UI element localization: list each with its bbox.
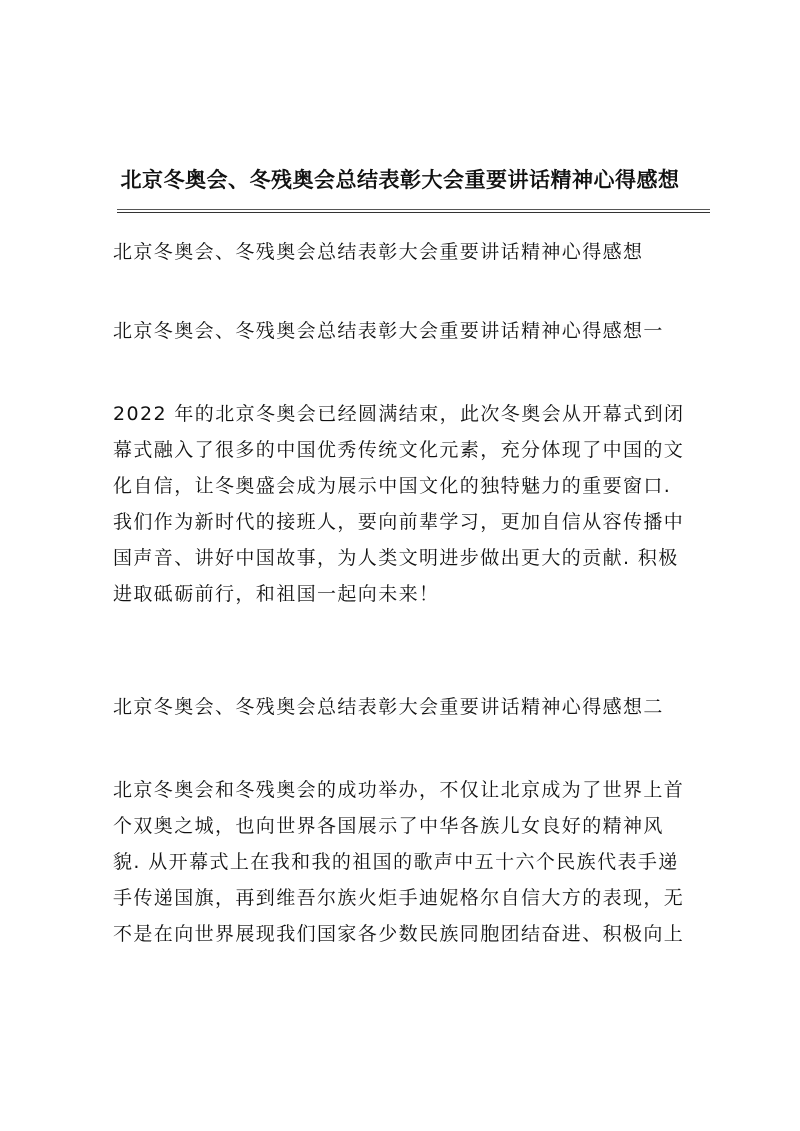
- section-1-heading: 北京冬奥会、冬残奥会总结表彰大会重要讲话精神心得感想一: [113, 320, 664, 342]
- paragraph-line: 进取砥砺前行，和祖国一起向未来！: [113, 583, 440, 605]
- section-2-heading: 北京冬奥会、冬残奥会总结表彰大会重要讲话精神心得感想二: [113, 696, 664, 718]
- title-divider: [117, 209, 710, 213]
- paragraph-line: 幕式融入了很多的中国优秀传统文化元素，充分体现了中国的文: [113, 439, 685, 461]
- section-2-paragraph: [113, 772, 713, 952]
- paragraph-line: 我们作为新时代的接班人，要向前辈学习，更加自信从容传播中: [113, 511, 685, 533]
- paragraph-line: 国声音、讲好中国故事，为人类文明进步做出更大的贡献. 积极: [113, 547, 679, 569]
- main-heading: 北京冬奥会、冬残奥会总结表彰大会重要讲话精神心得感想: [113, 241, 644, 263]
- paragraph-line: 2022 年的北京冬奥会已经圆满结束，此次冬奥会从开幕式到闭: [113, 403, 685, 425]
- paragraph-line: 北京冬奥会和冬残奥会的成功举办，不仅让北京成为了世界上首: [113, 779, 685, 801]
- paragraph-line: 不是在向世界展现我们国家各少数民族同胞团结奋进、积极向上: [113, 923, 685, 945]
- paragraph-line: 个双奥之城，也向世界各国展示了中华各族儿女良好的精神风: [113, 815, 664, 837]
- section-1-paragraph: [113, 396, 713, 612]
- paragraph-line: 貌. 从开幕式上在我和我的祖国的歌声中五十六个民族代表手递: [113, 851, 679, 873]
- paragraph-line: 手传递国旗，再到维吾尔族火炬手迪妮格尔自信大方的表现，无: [113, 887, 685, 909]
- document-title: 北京冬奥会、冬残奥会总结表彰大会重要讲话精神心得感想: [120, 167, 680, 192]
- paragraph-line: 化自信，让冬奥盛会成为展示中国文化的独特魅力的重要窗口.: [113, 475, 672, 497]
